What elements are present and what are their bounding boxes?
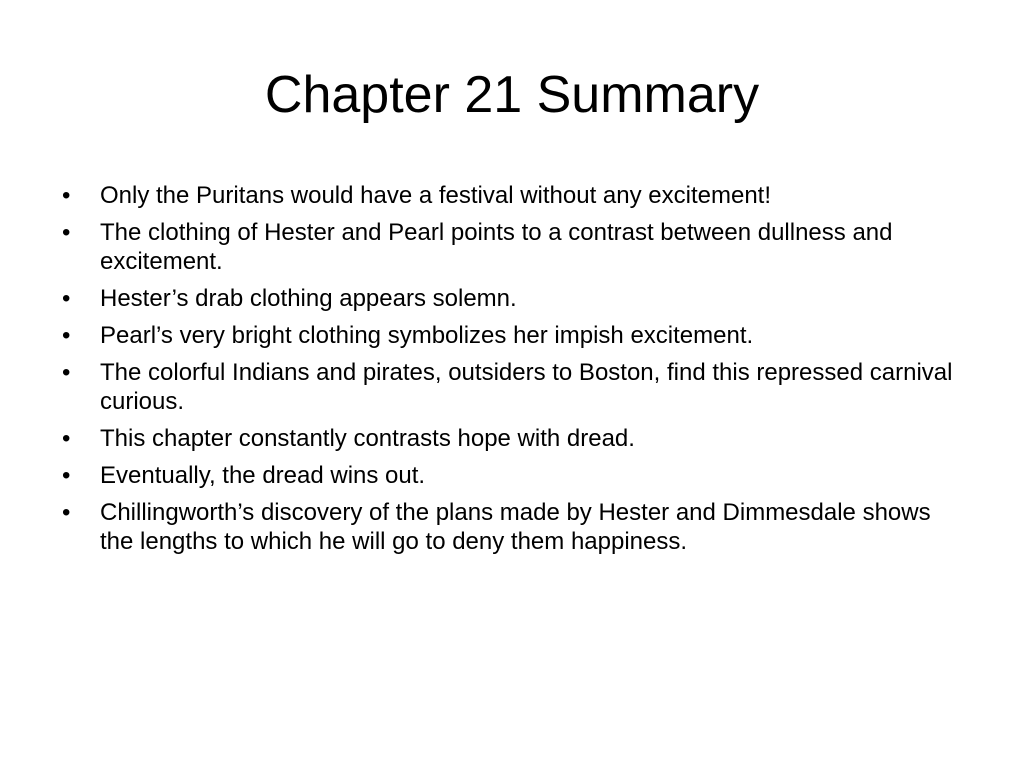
list-item [62,498,962,556]
bullet-icon: • [62,499,71,526]
bullet-text: The clothing of Hester and Pearl points to a contrast between dullness and excitement. [100,219,893,275]
bullet-icon: • [62,219,71,246]
slide-title: Chapter 21 Summary [264,66,760,124]
bullet-text: Only the Puritans would have a festival without any excitement! [100,182,772,209]
list-item [62,424,962,453]
bullet-text: Eventually, the dread wins out. [100,462,426,489]
bullet-list [62,181,962,564]
bullet-icon: • [62,359,71,386]
bullet-text: Chillingworth’s discovery of the plans made by Hester and Dimmesdale shows the lengths to which he will go to deny them happiness. [100,499,931,555]
list-item [62,284,962,313]
bullet-text: Pearl’s very bright clothing symbolizes her impish excitement. [100,322,754,349]
bullet-text: The colorful Indians and pirates, outsiders to Boston, find this repressed carnival curious. [100,359,953,415]
bullet-icon: • [62,285,71,312]
list-item [62,181,962,210]
bullet-text: This chapter constantly contrasts hope with dread. [100,425,635,452]
list-item [62,358,962,416]
list-item [62,321,962,350]
bullet-icon: • [62,462,71,489]
list-item [62,461,962,490]
bullet-icon: • [62,425,71,452]
list-item [62,218,962,276]
bullet-icon: • [62,182,71,209]
bullet-text: Hester’s drab clothing appears solemn. [100,285,517,312]
bullet-icon: • [62,322,71,349]
